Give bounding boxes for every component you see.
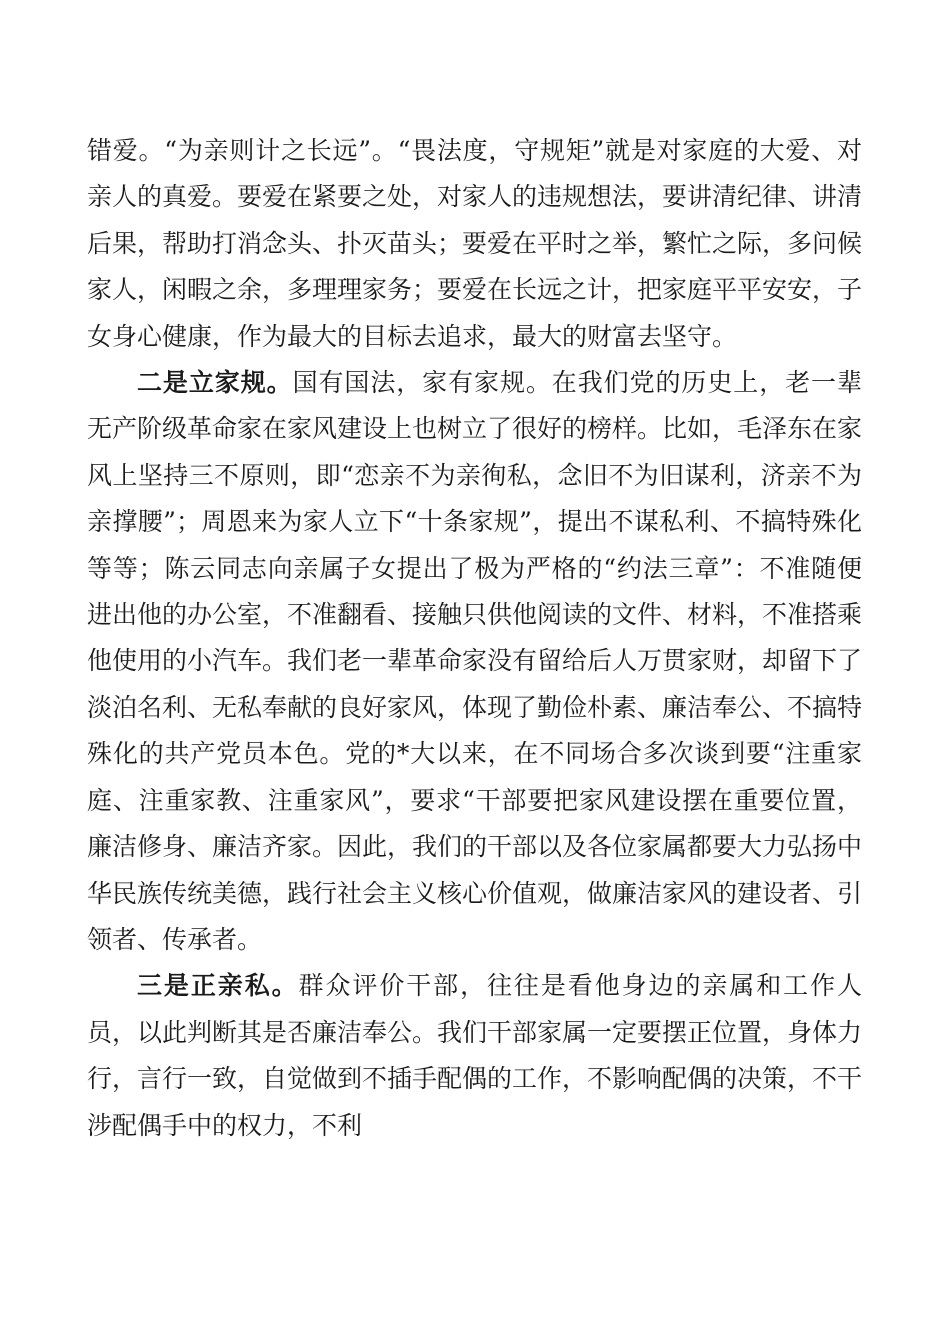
paragraph-continuation [87,128,862,360]
paragraph-correct-family-relations [87,963,862,1149]
document-body [87,128,862,1149]
paragraph-establish-family-rules [87,360,862,963]
paragraph-text: 错爱。“为亲则计之长远”。“畏法度，守规矩”就是对家庭的大爱、对亲人的真爱。要爱在紧要之处，对家人的违规想法，要讲清纪律、讲清后果，帮助打消念头、扑灭苗头；要爱在平时之举，繁忙之际，多问候家人，闲暇之余，多理理家务；要爱在长远之计，把家庭平平安安，子女身心健康，作为最大的目标去追求，最大的财富去坚守。 [87,136,863,351]
paragraph-text: 群众评价干部，往往是看他身边的亲属和工作人员，以此判断其是否廉洁奉公。我们干部家属一定要摆正位置，身体力行，言行一致，自觉做到不插手配偶的工作，不影响配偶的决策，不干涉配偶手中的权力，不利 [87,971,863,1140]
paragraph-lead-heading: 二是立家规。 [137,368,293,398]
paragraph-text: 国有国法，家有家规。在我们党的历史上，老一辈无产阶级革命家在家风建设上也树立了很好的榜样。比如，毛泽东在家风上坚持三不原则，即“恋亲不为亲徇私，念旧不为旧谋利，济亲不为亲撑腰”；周恩来为家人立下“十条家规”，提出不谋私利、不搞特殊化等等；陈云同志向亲属子女提出了极为严格的“约法三章”：不准随便进出他的办公室，不准翻看、接触只供他阅读的文件、材料，不准搭乘他使用的小汽车。我们老一辈革命家没有留给后人万贯家财，却留下了淡泊名利、无私奉献的良好家风，体现了勤俭朴素、廉洁奉公、不搞特殊化的共产党员本色。党的*大以来，在不同场合多次谈到要“注重家庭、注重家教、注重家风”，要求“干部要把家风建设摆在重要位置，廉洁修身、廉洁齐家。因此，我们的干部以及各位家属都要大力弘扬中华民族传统美德，践行社会主义核心价值观，做廉洁家风的建设者、引领者、传承者。 [87,368,863,954]
paragraph-lead-heading: 三是正亲私。 [137,971,299,1001]
